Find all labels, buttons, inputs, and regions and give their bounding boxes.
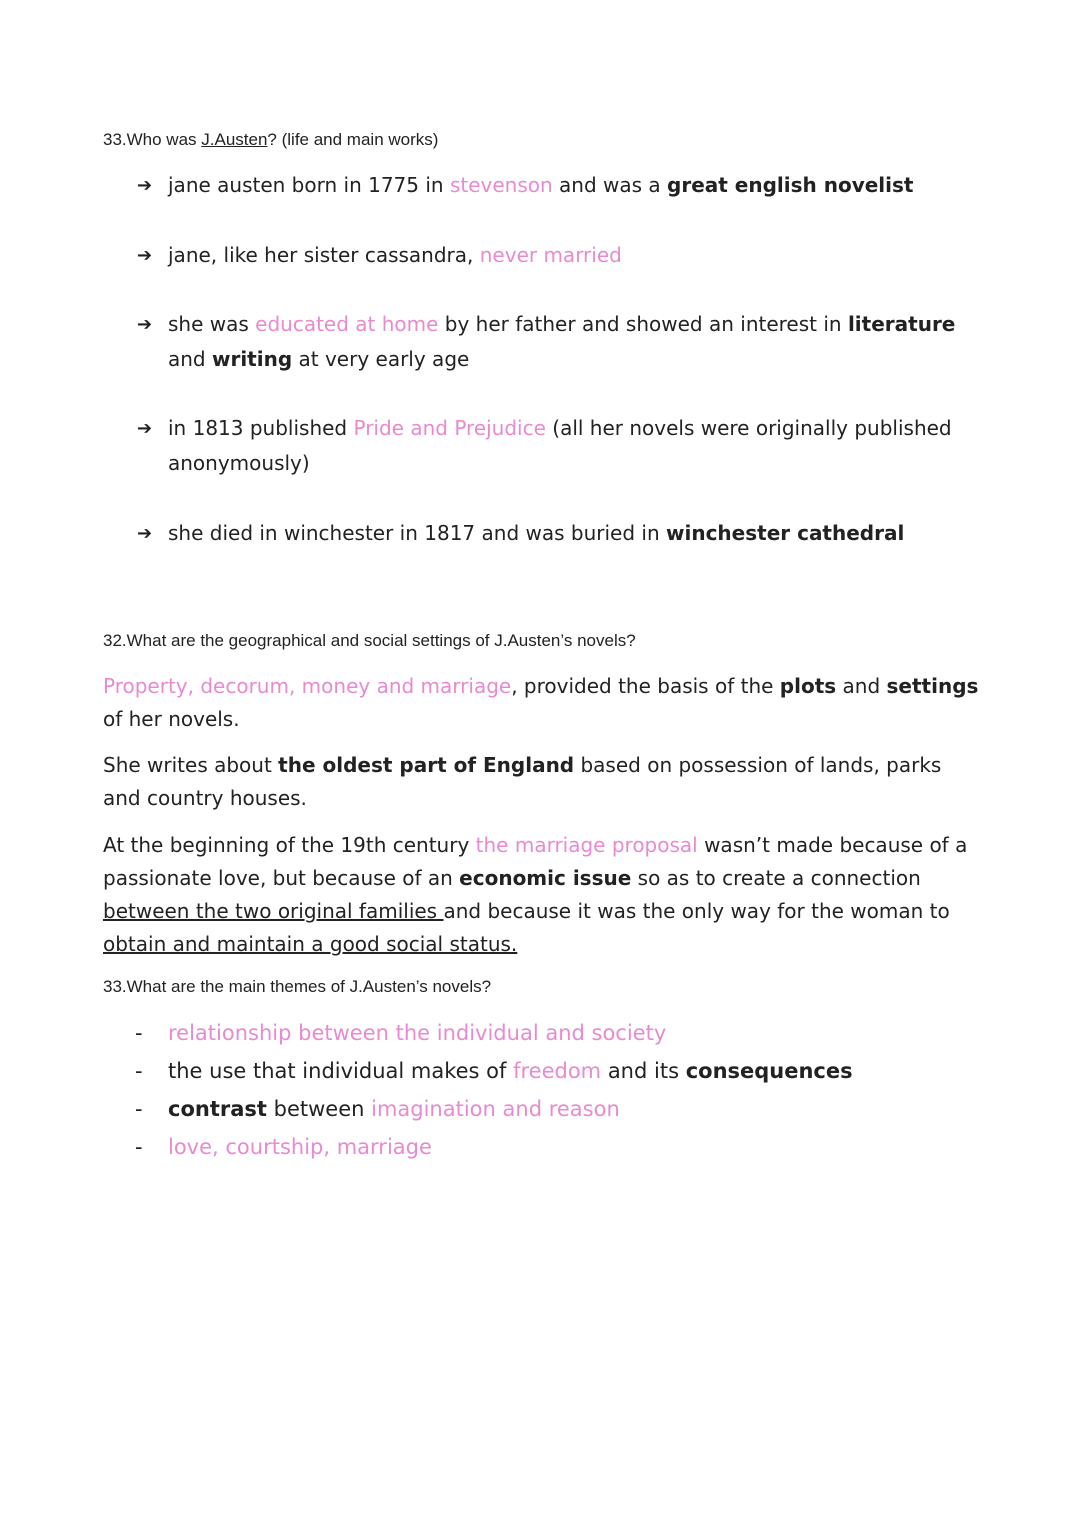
highlight-pink: stevenson [449,173,553,197]
theme-text: and its [601,1059,686,1083]
fact-text: she died in winchester in 1817 and was buried in [168,521,666,545]
para-text: , provided the basis of the [511,674,780,698]
highlight-bold: great english novelist [667,173,914,197]
para-text: wasn’t made because of a passionate love, but because of an [103,833,968,890]
paragraph-marriage-proposal [103,829,983,961]
paragraph-england [103,749,983,815]
highlight-pink: Pride and Prejudice [353,416,546,440]
paragraph-property [103,670,983,736]
highlight-bold: settings [886,674,979,698]
question-settings: 32.What are the geographical and social settings of J.Austen’s novels? [103,631,636,650]
underlined-text: between the two original families [103,899,444,923]
arrow-right-icon: ➔ [137,314,153,335]
arrow-right-icon: ➔ [137,175,153,196]
arrow-right-icon: ➔ [137,245,153,266]
highlight-bold: winchester cathedral [666,521,905,545]
dash-bullet: - [135,1135,143,1159]
para-text: and [836,674,887,698]
fact-text: and [168,347,212,371]
fact-text: and was a [552,173,668,197]
fact-text: jane austen born in 1775 in [168,173,450,197]
fact-text: she was [168,312,256,336]
para-text: so as to create a connection [631,866,921,890]
fact-pride-and-prejudice [137,411,977,481]
dash-bullet: - [135,1097,143,1121]
highlight-pink: imagination and reason [371,1097,620,1121]
highlight-bold: contrast [168,1097,267,1121]
highlight-pink: Property, decorum, money and marriage [103,674,512,698]
theme-item [135,1094,620,1124]
fact-text: by her father and showed an interest in [438,312,848,336]
dash-bullet: - [135,1021,143,1045]
austen-underlined-name: J.Austen [201,130,268,149]
dash-bullet: - [135,1059,143,1083]
fact-birth [137,168,977,203]
arrow-right-icon: ➔ [137,523,153,544]
highlight-bold: the oldest part of [278,753,483,777]
highlight-pink: love, courtship, marriage [168,1135,432,1159]
question-text: 33.Who was [103,130,202,149]
arrow-right-icon: ➔ [137,418,153,439]
highlight-pink: relationship between the individual and society [168,1021,667,1045]
highlight-bold: consequences [685,1059,853,1083]
para-text: She writes about [103,753,279,777]
fact-death [137,516,977,551]
question-who-was-austen [103,130,438,150]
fact-text: in 1813 published [168,416,354,440]
highlight-pink: never married [479,243,622,267]
fact-text: jane, like her sister cassandra, [168,243,480,267]
highlight-bold: economic issue [459,866,632,890]
fact-never-married [137,238,977,273]
highlight-pink: freedom [513,1059,602,1083]
question-themes: 33.What are the main themes of J.Austen’s novels? [103,977,492,996]
highlight-bold: England [483,753,575,777]
underlined-text: obtain and maintain a good social status. [103,932,518,956]
para-text: based on possession of lands, parks and country houses. [103,753,942,810]
theme-text: between [266,1097,372,1121]
highlight-pink: educated at home [255,312,439,336]
highlight-bold: writing [211,347,293,371]
highlight-pink: the marriage proposal [475,833,698,857]
fact-education [137,307,977,377]
highlight-bold: plots [779,674,837,698]
para-text: At the beginning of the 19th century [103,833,476,857]
theme-item [135,1018,666,1048]
question-text-end: ? (life and main works) [267,130,439,149]
fact-text: at very early age [292,347,470,371]
highlight-bold: literature [847,312,956,336]
fact-text: (all her novels were originally published anonymously) [168,416,952,475]
theme-item [135,1132,432,1162]
para-text: of her novels. [103,707,240,731]
theme-text: the use that individual makes of [168,1059,514,1083]
para-text: and because it was the only way for the woman to [443,899,950,923]
theme-item [135,1056,853,1086]
